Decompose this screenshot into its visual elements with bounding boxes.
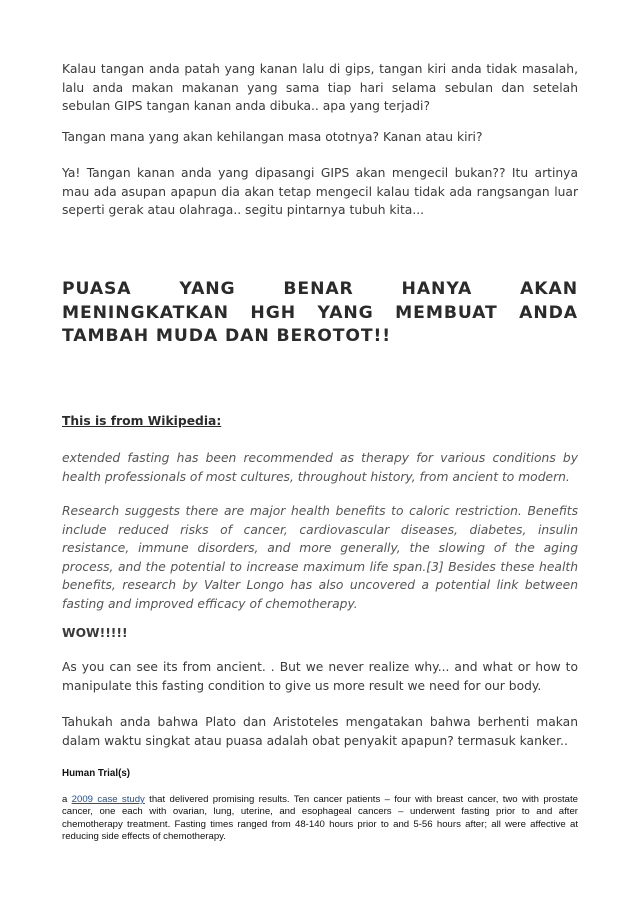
question-paragraph: Tangan mana yang akan kehilangan masa ototnya? Kanan atau kiri? bbox=[62, 130, 483, 144]
ancient-paragraph: As you can see its from ancient. . But we never realize why... and what or how to manipulate this fasting condition to give us more result we need for our body. bbox=[62, 660, 578, 693]
intro-paragraph: Kalau tangan anda patah yang kanan lalu di gips, tangan kiri anda tidak masalah, lalu anda makan makanan yang sama tiap hari selama sebulan dan setelah sebulan GIPS tangan kanan anda dibuka.. apa yang terjadi? bbox=[62, 62, 578, 113]
plato-paragraph: Tahukah anda bahwa Plato dan Aristoteles mengatakan bahwa berhenti makan dalam waktu singkat atau puasa adalah obat penyakit apapun? termasuk kanker.. bbox=[62, 715, 578, 748]
wikipedia-source-title: This is from Wikipedia: bbox=[62, 414, 222, 428]
human-trial-heading: Human Trial(s) bbox=[62, 768, 131, 779]
wow-exclamation: WOW!!!!! bbox=[62, 626, 128, 640]
case-study-link[interactable]: 2009 case study bbox=[71, 794, 145, 805]
wikipedia-quote-1: extended fasting has been recommended as therapy for various conditions by health professionals of most cultures, throughout history, from ancient to modern. bbox=[62, 451, 578, 484]
trial-paragraph bbox=[62, 794, 578, 844]
main-heading: PUASA YANG BENAR HANYA AKAN MENINGKATKAN HGH YANG MEMBUAT ANDA TAMBAH MUDA DAN BEROTOT!! bbox=[62, 279, 578, 346]
trial-text: that delivered promising results. Ten cancer patients – four with breast cancer, two with prostate cancer, one each with ovarian, lung, uterine, and esophageal cancers – underwent fasting prior to and after chemotherapy treatment. Fasting times ranged from 48-140 hours prior to and 5-56 hours after; all were affective at reducing side effects of chemotherapy. bbox=[62, 794, 578, 843]
answer-paragraph: Ya! Tangan kanan anda yang dipasangi GIPS akan mengecil bukan?? Itu artinya mau ada asupan apapun dia akan tetap mengecil kalau tidak ada rangsangan luar seperti gerak atau olahraga.. segitu pintarnya tubuh kita... bbox=[62, 166, 578, 217]
trial-prefix: a bbox=[62, 794, 72, 805]
wikipedia-quote-2: Research suggests there are major health benefits to caloric restriction. Benefits include reduced risks of cancer, cardiovascular diseases, diabetes, insulin resistance, immune disorders, and more generally, the slowing of the aging process, and the potential to increase maximum life span.[3] Besides these health benefits, research by Valter Longo has also uncovered a potential link between fasting and improved efficacy of chemotherapy. bbox=[62, 504, 578, 611]
